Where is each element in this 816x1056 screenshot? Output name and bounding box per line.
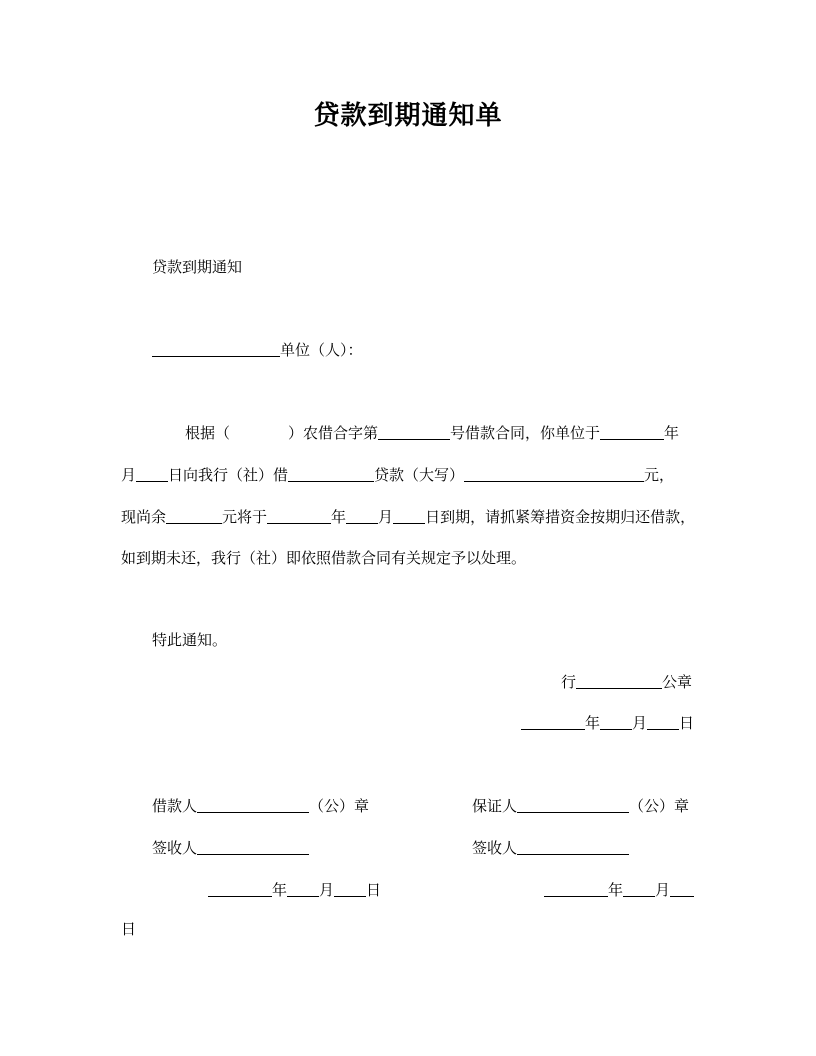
guarantor-blank[interactable] — [517, 797, 629, 813]
guarantor-label: 保证人 — [472, 797, 518, 815]
para-text: 元， — [644, 466, 675, 484]
para-text: 月 — [378, 508, 394, 526]
addressee-blank[interactable] — [152, 341, 280, 357]
bank-name-blank[interactable] — [576, 673, 662, 689]
contract-number-blank[interactable] — [378, 424, 450, 440]
para-text: 月 — [121, 466, 137, 484]
loan-type-blank[interactable] — [288, 466, 374, 482]
para-text: 元将于 — [222, 508, 268, 526]
borrower-day-blank[interactable] — [334, 881, 366, 897]
date-label: 年 — [608, 881, 624, 899]
borrower-year-blank[interactable] — [208, 881, 272, 897]
guarantor-seal-label: （公）章 — [629, 797, 690, 815]
year-blank[interactable] — [600, 424, 664, 440]
guarantor-day-blank[interactable] — [670, 881, 694, 897]
para-text: 年 — [331, 508, 347, 526]
document-title: 贷款到期通知单 — [313, 101, 503, 131]
guarantor-sign-line — [472, 838, 629, 858]
bank-month-blank[interactable] — [600, 714, 632, 730]
guarantor-sign-label: 签收人 — [472, 839, 518, 857]
para-line-4: 如到期未还，我行（社）即依照借款合同有关规定予以处理。 — [121, 549, 527, 567]
due-day-blank[interactable] — [393, 508, 425, 524]
bank-seal-prefix: 行 — [561, 673, 577, 691]
para-text: 年 — [664, 424, 680, 442]
para-text: 现尚余 — [121, 508, 167, 526]
para-line-1 — [185, 423, 679, 443]
amount-words-blank[interactable] — [464, 466, 644, 482]
para-text: 日向我行（社）借 — [168, 466, 289, 484]
bank-seal-suffix: 公章 — [662, 673, 693, 691]
addressee-line — [152, 340, 363, 360]
guarantor-sign-blank[interactable] — [517, 839, 629, 855]
para-text: 贷款（大写） — [374, 466, 465, 484]
bank-day-blank[interactable] — [647, 714, 679, 730]
bank-date-line — [521, 713, 694, 733]
notice-text: 特此通知。 — [152, 631, 228, 649]
para-line-3 — [121, 507, 695, 527]
borrower-label: 借款人 — [152, 797, 198, 815]
bank-year-blank[interactable] — [521, 714, 585, 730]
para-line-2 — [121, 465, 674, 485]
date-label: 年 — [272, 881, 288, 899]
remaining-amount-blank[interactable] — [166, 508, 222, 524]
addressee-suffix: 单位（人）： — [280, 341, 363, 359]
due-year-blank[interactable] — [267, 508, 331, 524]
borrower-seal-line — [152, 796, 369, 816]
guarantor-seal-line — [472, 796, 689, 816]
heading-text: 贷款到期通知 — [152, 258, 243, 276]
borrower-seal-label: （公）章 — [309, 797, 370, 815]
guarantor-month-blank[interactable] — [623, 881, 655, 897]
para-text: ）农借合字第 — [288, 424, 379, 442]
date-label: 年 — [585, 714, 601, 732]
guarantor-day-label: 日 — [121, 920, 137, 938]
borrower-sign-label: 签收人 — [152, 839, 198, 857]
due-month-blank[interactable] — [346, 508, 378, 524]
para-text: 根据（ — [185, 424, 231, 442]
borrower-month-blank[interactable] — [287, 881, 319, 897]
borrower-sign-blank[interactable] — [197, 839, 309, 855]
para-text: 号借款合同，你单位于 — [450, 424, 601, 442]
date-label: 日 — [679, 714, 695, 732]
borrower-sign-line — [152, 838, 309, 858]
borrower-blank[interactable] — [197, 797, 309, 813]
date-label: 日 — [366, 881, 382, 899]
date-label: 月 — [319, 881, 335, 899]
guarantor-year-blank[interactable] — [544, 881, 608, 897]
para-text: 日到期，请抓紧筹措资金按期归还借款， — [425, 508, 696, 526]
guarantor-date-line — [544, 880, 694, 900]
borrower-date-line — [208, 880, 381, 900]
date-label: 月 — [632, 714, 648, 732]
bank-seal-line — [561, 672, 692, 692]
month-blank[interactable] — [136, 466, 168, 482]
date-label: 月 — [655, 881, 671, 899]
